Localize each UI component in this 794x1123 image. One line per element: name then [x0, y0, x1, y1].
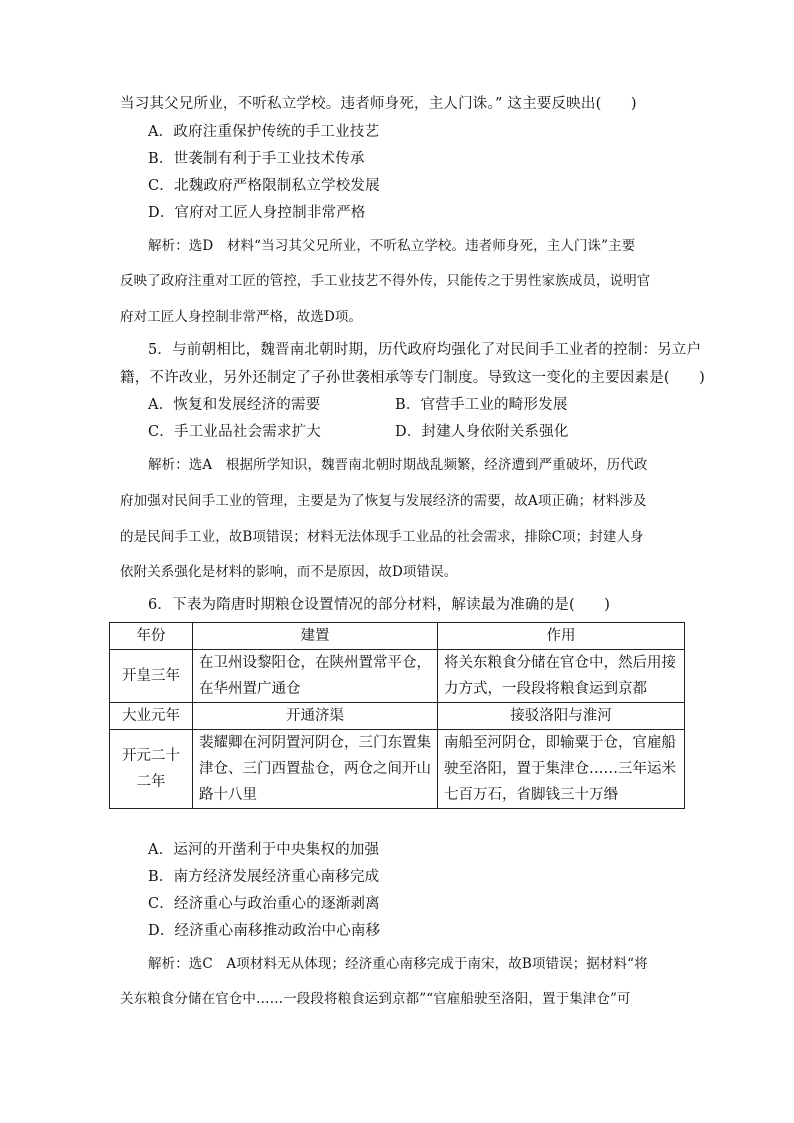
q5-option-a: A．恢复和发展经济的需要	[148, 397, 321, 413]
table-header-row	[110, 623, 685, 650]
table-cell-build	[193, 650, 438, 703]
table-header-build: 建置	[193, 623, 438, 650]
cell-text: 力方式，一段段将粮食运到京都	[444, 681, 647, 697]
table-cell-year	[110, 730, 193, 809]
cell-text: 津仓、三门西置盐仓，两仓之间开山	[199, 761, 431, 777]
q4-option-c: C．北魏政府严格限制私立学校发展	[148, 178, 380, 194]
cell-text: 裴耀卿在河阴置河阴仓，三门东置集	[199, 735, 431, 751]
q5-analysis-line: 府加强对民间手工业的管理，主要是为了恢复与发展经济的需要，故A项正确；材料涉及	[120, 493, 647, 509]
q6-option-a: A．运河的开凿利于中央集权的加强	[148, 842, 380, 858]
q6-option-c: C．经济重心与政治重心的逐渐剥离	[148, 896, 380, 912]
q4-analysis-line: 解析：选D 材料“当习其父兄所业，不听私立学校。违者师身死，主人门诛”主要	[148, 238, 636, 254]
granary-table	[109, 622, 685, 809]
q5-analysis-line: 的是民间手工业，故B项错误；材料无法体现手工业品的社会需求，排除C项；封建人身	[120, 529, 644, 545]
q5-analysis-line: 依附关系强化是材料的影响，而不是原因，故D项错误。	[120, 564, 458, 580]
table-cell-use	[438, 730, 685, 809]
cell-text: 开皇三年	[122, 668, 180, 684]
q4-option-b: B．世袭制有利于手工业技术传承	[148, 151, 365, 167]
table-header-year: 年份	[110, 623, 193, 650]
q4-option-d: D．官府对工匠人身控制非常严格	[148, 205, 366, 221]
table-cell-year	[110, 703, 193, 730]
q6-option-b: B．南方经济发展经济重心南移完成	[148, 869, 380, 885]
q5-stem-line: 5．与前朝相比，魏晋南北朝时期，历代政府均强化了对民间手工业者的控制：另立户	[148, 342, 702, 358]
q5-stem-line: 籍，不许改业，另外还制定了子孙世袭相承等专门制度。导致这一变化的主要因素是( )	[120, 370, 706, 386]
table-row	[110, 650, 685, 703]
table-cell-build	[193, 703, 438, 730]
q5-option-b: B．官营手工业的畸形发展	[395, 397, 568, 413]
table-row	[110, 730, 685, 809]
cell-text: 开元二十	[122, 748, 180, 764]
q4-analysis-line: 反映了政府注重对工匠的管控，手工业技艺不得外传，只能传之于男性家族成员，说明官	[120, 273, 651, 289]
q5-option-d: D．封建人身依附关系强化	[395, 424, 569, 440]
cell-text: 路十八里	[199, 787, 257, 803]
q6-analysis-line: 关东粮食分储在官仓中……一段段将粮食运到京都”“官雇船驶至洛阳，置于集津仓”可	[120, 991, 631, 1007]
q4-stem-end: 当习其父兄所业，不听私立学校。违者师身死，主人门诛。” 这主要反映出( )	[120, 96, 637, 112]
table-cell-use	[438, 650, 685, 703]
q5-analysis-line: 解析：选A 根据所学知识，魏晋南北朝时期战乱频繁，经济遭到严重破坏，历代政	[148, 457, 648, 473]
cell-text: 接驳洛阳与淮河	[510, 708, 612, 724]
q4-analysis-line: 府对工匠人身控制非常严格，故选D项。	[120, 309, 363, 325]
cell-text: 大业元年	[122, 708, 180, 724]
cell-text: 驶至洛阳，置于集津仓……三年运米	[444, 761, 676, 777]
table-cell-year	[110, 650, 193, 703]
cell-text: 将关东粮食分储在官仓中，然后用接	[444, 655, 676, 671]
cell-text: 开通济渠	[286, 708, 344, 724]
table-cell-build	[193, 730, 438, 809]
cell-text: 在卫州设黎阳仓，在陕州置常平仓，	[199, 655, 431, 671]
table-cell-use	[438, 703, 685, 730]
table-header-use: 作用	[438, 623, 685, 650]
cell-text: 南船至河阴仓，即输粟于仓，官雇船	[444, 735, 676, 751]
table-row	[110, 703, 685, 730]
cell-text: 二年	[136, 774, 166, 790]
cell-text: 七百万石，省脚钱三十万缗	[444, 787, 618, 803]
cell-text: 在华州置广通仓	[199, 681, 301, 697]
q5-option-c: C．手工业品社会需求扩大	[148, 424, 321, 440]
q6-analysis-line: 解析：选C A项材料无从体现；经济重心南移完成于南宋，故B项错误；据材料“将	[148, 956, 648, 972]
q6-stem: 6．下表为隋唐时期粮仓设置情况的部分材料，解读最为准确的是( )	[148, 597, 611, 613]
q4-option-a: A．政府注重保护传统的手工业技艺	[148, 124, 380, 140]
q6-option-d: D．经济重心南移推动政治中心南移	[148, 923, 381, 939]
